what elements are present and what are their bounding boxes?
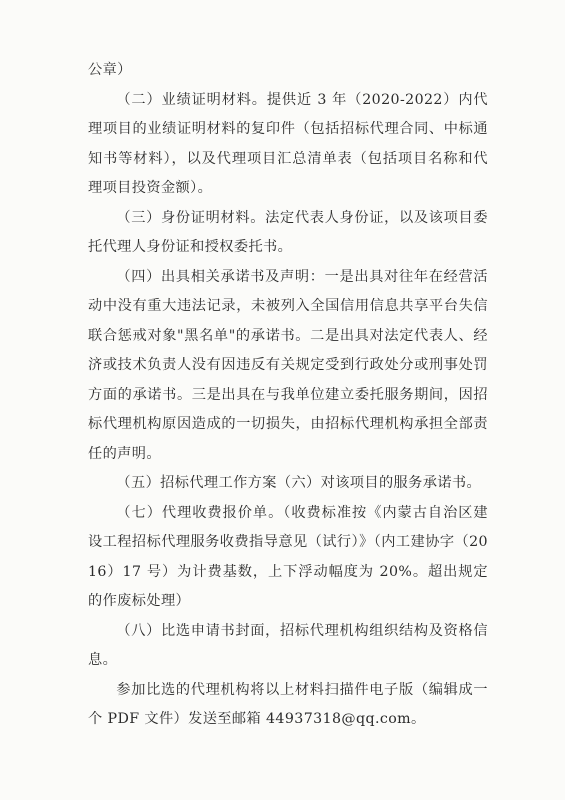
document-body [88,56,488,735]
paragraph-work-plan: （五）招标代理工作方案（六）对该项目的服务承诺书。 [116,475,482,491]
paragraph-fee-quote: （七）代理收费报价单。（收费标准按《内蒙古自治区建设工程招标代理服务收费指导意见（试行）》（内工建协字（2016）17 号）为计费基数，上下浮动幅度为 20%。超出规定的作废标处理） [88,504,488,609]
paragraph-submission-email: 参加比选的代理机构将以上材料扫描件电子版（编辑成一个 PDF 文件）发送至邮箱 44937318@qq.com。 [88,681,488,727]
paragraph-identity-proof: （三）身份证明材料。法定代表人身份证，以及该项目委托代理人身份证和授权委托书。 [88,209,488,255]
paragraph-application-cover: （八）比选申请书封面，招标代理机构组织结构及资格信息。 [88,622,488,668]
paragraph-commitment-statement: （四）出具相关承诺书及声明：一是出具对往年在经营活动中没有重大违法记录，未被列入全国信用信息共享平台失信联合惩戒对象"黑名单"的承诺书。二是出具对法定代表人、经济或技术负责人没有因违反有关规定受到行政处分或刑事处罚方面的承诺书。三是出具在与我单位建立委托服务期间，因招标代理机构原因造成的一切损失，由招标代理机构承担全部责任的声明。 [88,268,488,462]
paragraph-company-seal-continuation: 公章） [88,62,132,78]
paragraph-performance-proof: （二）业绩证明材料。提供近 3 年（2020-2022）内代理项目的业绩证明材料的复印件（包括招标代理合同、中标通知书等材料），以及代理项目汇总清单表（包括项目名称和代理项目投资金额）。 [88,91,488,196]
